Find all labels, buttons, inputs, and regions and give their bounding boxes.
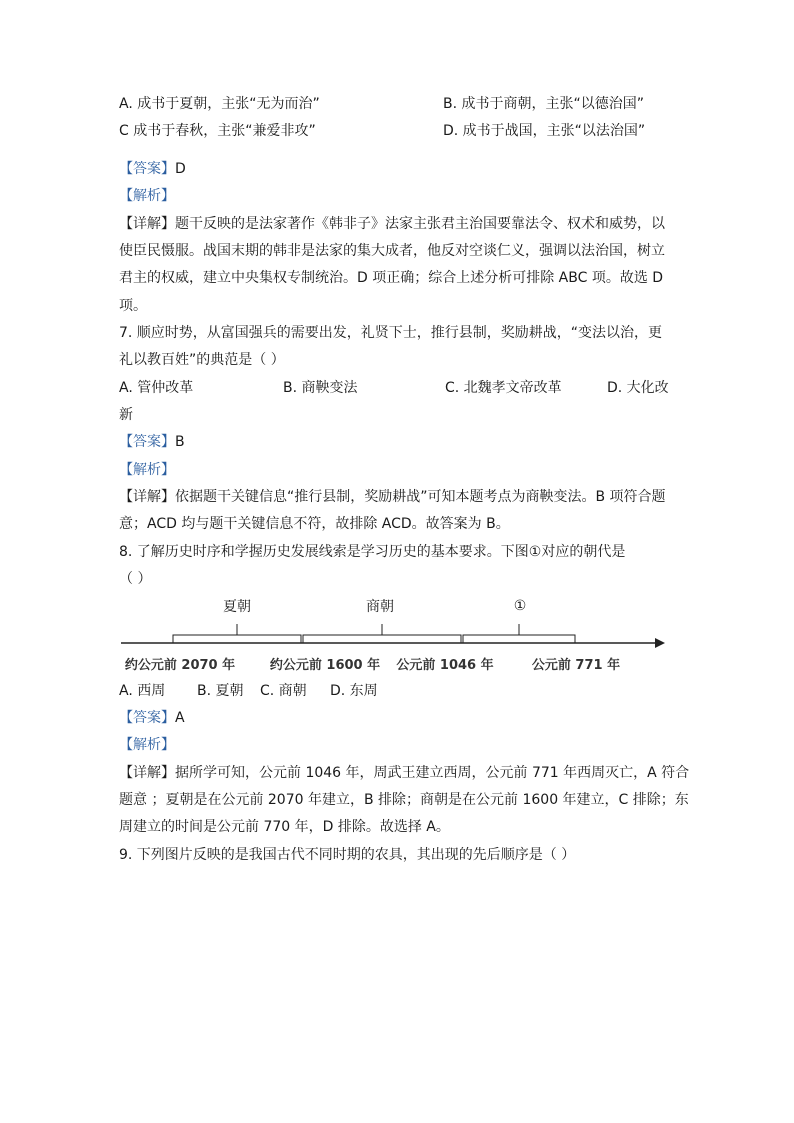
q6-detail-line-1	[119, 214, 665, 234]
detail-tag: 【详解】	[119, 216, 175, 232]
detail-text: 依据题干关键信息“推行县制，奖励耕战”可知本题考点为商鞅变法。B 项符合题	[175, 489, 666, 505]
detail-tag: 【详解】	[119, 489, 175, 505]
q8-option-c: C. 商朝	[260, 683, 307, 699]
q6-analysis-tag: 【解析】	[119, 188, 175, 204]
date-label-1: 约公元前 2070 年	[124, 658, 236, 673]
q6-detail-line-4: 项。	[119, 298, 147, 314]
brace-unknown	[463, 635, 575, 643]
q7-answer: B	[175, 434, 185, 450]
q7-option-c: C. 北魏孝文帝改革	[445, 380, 562, 396]
q7-option-d-cont: 新	[119, 407, 133, 423]
q7-answer-line	[119, 432, 185, 452]
brace-shang	[303, 635, 461, 643]
q6-option-c: C 成书于春秋，主张“兼爱非攻”	[119, 123, 316, 139]
q9-stem: 9. 下列图片反映的是我国古代不同时期的农具，其出现的先后顺序是（ ）	[119, 847, 576, 863]
q7-option-d: D. 大化改	[607, 380, 669, 396]
q8-option-a: A. 西周	[119, 683, 166, 699]
q8-detail-line-1	[119, 763, 689, 783]
detail-text: 题干反映的是法家著作《韩非子》法家主张君主治国要靠法令、权术和威势，以	[175, 216, 665, 232]
q8-option-b: B. 夏朝	[197, 683, 244, 699]
answer-tag: 【答案】	[119, 434, 175, 450]
detail-tag: 【详解】	[119, 765, 175, 781]
q6-detail-line-3: 君主的权威，建立中央集权专制统治。D 项正确；综合上述分析可排除 ABC 项。故选 D	[119, 270, 664, 286]
q7-option-a: A. 管仲改革	[119, 380, 194, 396]
answer-tag: 【答案】	[119, 161, 175, 177]
q8-stem-line-2: （ ）	[119, 571, 152, 587]
q6-detail-line-2: 使臣民慑服。战国末期的韩非是法家的集大成者，他反对空谈仁义，强调以法治国，树立	[119, 243, 665, 259]
arrow-head-icon	[655, 638, 665, 648]
q8-answer-line	[119, 708, 185, 728]
q8-option-d: D. 东周	[330, 683, 378, 699]
label-circle-1: ①	[513, 598, 527, 614]
date-label-4: 公元前 771 年	[531, 658, 621, 673]
answer-tag: 【答案】	[119, 710, 175, 726]
q8-stem-line-1: 8. 了解历史时序和学握历史发展线索是学习历史的基本要求。下图①对应的朝代是	[119, 544, 626, 560]
date-label-3: 公元前 1046 年	[396, 658, 494, 673]
q8-detail-line-3: 周建立的时间是公元前 770 年，D 排除。故选择 A。	[119, 819, 450, 835]
q6-option-a: A. 成书于夏朝，主张“无为而治”	[119, 96, 320, 112]
q7-analysis-tag: 【解析】	[119, 462, 175, 478]
q6-answer: D	[175, 161, 186, 177]
q6-option-d: D. 成书于战国，主张“以法治国”	[443, 123, 646, 139]
label-xia: 夏朝	[223, 599, 251, 615]
q6-answer-line	[119, 159, 186, 179]
q7-detail-line-2: 意；ACD 均与题干关键信息不符，故排除 ACD。故答案为 B。	[119, 516, 510, 532]
timeline-diagram	[0, 592, 794, 682]
label-shang: 商朝	[366, 599, 394, 615]
q7-stem-line-2: 礼以教百姓”的典范是（ ）	[119, 352, 285, 368]
brace-xia	[173, 635, 301, 643]
detail-text: 据所学可知，公元前 1046 年，周武王建立西周，公元前 771 年西周灭亡，A 符合	[175, 765, 690, 781]
q6-option-b: B. 成书于商朝，主张“以德治国”	[443, 96, 645, 112]
q7-stem-line-1: 7. 顺应时势，从富国强兵的需要出发，礼贤下士，推行县制，奖励耕战，“变法以治，更	[119, 325, 663, 341]
q7-option-b: B. 商鞅变法	[283, 380, 358, 396]
q7-detail-line-1	[119, 487, 666, 507]
date-label-2: 约公元前 1600 年	[269, 658, 381, 673]
q8-answer: A	[175, 710, 185, 726]
q8-detail-line-2: 题意 ；夏朝是在公元前 2070 年建立，B 排除；商朝是在公元前 1600 年建立，C 排除；东	[119, 792, 689, 808]
q8-analysis-tag: 【解析】	[119, 737, 175, 753]
